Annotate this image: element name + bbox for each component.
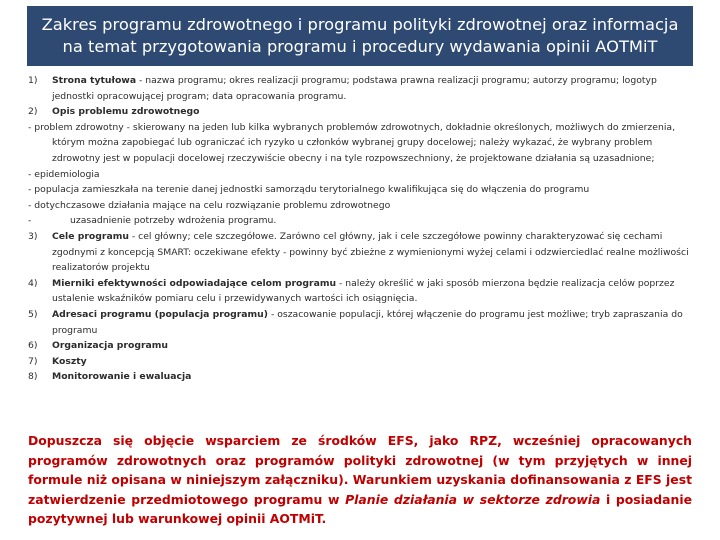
- item-text: problem zdrowotny - skierowany na jeden lub kilka wybranych problemów zdrowotnych, dokładnie określonych, możliwych do zmierzenia, którym można zapobiegać lub ograniczać ich ryzyko u członków wybranej grupy docelowej; należy wykazać, że wybrany problem zdrowotny jest w populacji docelowej rzeczywiście obecny i na tyle rozpowszechniony, że projektowane działania są uzasadnione;: [34, 121, 676, 164]
- list-item: 5) Adresaci programu (populacja programu) - oszacowanie populacji, której włączenie do programu jest możliwe; tryb zapraszania do programu: [28, 308, 683, 336]
- list-item: 7) Koszty: [28, 355, 87, 367]
- item-text: populacja zamieszkała na terenie danej jednostki samorządu terytorialnego kwalifikująca się do włączenia do programu: [34, 184, 590, 196]
- item-heading: Strona tytułowa: [52, 75, 137, 86]
- plan-name: Planie działania w sektorze zdrowia: [345, 491, 601, 507]
- item-heading: Mierniki efektywności odpowiadające celom programu: [52, 277, 337, 289]
- item-heading: Monitorowanie i ewaluacja: [52, 371, 192, 383]
- item-text: dotychczasowe działania mające na celu rozwiązanie problemu zdrowotnego: [34, 199, 391, 211]
- item-text: - oszacowanie populacji, której włączenie do programu jest możliwe; tryb zapraszania do programu: [52, 308, 683, 336]
- scope-list: [28, 73, 694, 385]
- list-item: 4) Mierniki efektywności odpowiadające celom programu - należy określić w jaki sposób mierzona będzie realizacja celów poprzez ustalenie wskaźników pomiaru celu i przewidywanych wartości ich osiągnięcia.: [28, 277, 675, 305]
- list-item: 8) Monitorowanie i ewaluacja: [28, 371, 192, 383]
- item-heading: Opis problemu zdrowotnego: [52, 106, 200, 118]
- list-item: 1) Strona tytułowa - nazwa programu; okres realizacji programu; podstawa prawna realizacji programu; autorzy programu; logotyp jednostki opracowującej program; data opracowania programu.: [28, 75, 657, 102]
- item-text: - cel główny; cele szczegółowe. Zarówno cel główny, jak i cele szczegółowe powinny charakteryzować się cechami zgodnymi z koncepcją SMART: oczekiwane efekty - powinny być zbieżne z wymienionymi wyżej celami i odzwierciedlać realne możliwości realizatorów projektu: [52, 230, 689, 274]
- item-heading: Organizacja programu: [52, 340, 168, 352]
- list-item: 6) Organizacja programu: [28, 340, 168, 352]
- list-item: - problem zdrowotny - skierowany na jeden lub kilka wybranych problemów zdrowotnych, dokładnie określonych, możliwych do zmierzenia, którym można zapobiegać lub ograniczać ich ryzyko u członków wybranej grupy docelowej; należy wykazać, że wybrany problem zdrowotny jest w populacji docelowej rzeczywiście obecny i na tyle rozpowszechniony, że projektowane działania są uzasadnione;: [28, 121, 676, 164]
- item-heading: Koszty: [52, 355, 87, 367]
- title-line-1: Zakres programu zdrowotnego i programu polityki zdrowotnej oraz informacja: [41, 15, 679, 34]
- item-text: - nazwa programu; okres realizacji programu; podstawa prawna realizacji programu; autorzy programu; logotyp jednostki opracowującej program; data opracowania programu.: [52, 75, 657, 102]
- title-line-2: na temat przygotowania programu i procedury wydawania opinii AOTMiT: [62, 37, 658, 56]
- item-heading: Cele programu: [52, 230, 129, 242]
- item-text: - należy określić w jaki sposób mierzona będzie realizacja celów poprzez ustalenie wskaźników pomiaru celu i przewidywanych wartości ich osiągnięcia.: [52, 277, 675, 305]
- list-item: 2) Opis problemu zdrowotnego: [28, 106, 200, 118]
- list-item: - epidemiologia: [28, 168, 100, 180]
- list-item: - uzasadnienie potrzeby wdrożenia programu.: [28, 215, 277, 227]
- list-item: - dotychczasowe działania mające na celu rozwiązanie problemu zdrowotnego: [28, 199, 391, 211]
- item-text: uzasadnienie potrzeby wdrożenia programu.: [70, 215, 277, 227]
- item-text: epidemiologia: [34, 168, 100, 180]
- efs-funding-note: Dopuszcza się objęcie wsparciem ze środków EFS, jako RPZ, wcześniej opracowanych programów zdrowotnych oraz programów polityki zdrowotnej (w tym przyjętych w innej formule niż opisana w niniejszym załączniku). Warunkiem uzyskania dofinansowania z EFS jest zatwierdzenie przedmiotowego programu w Planie działania w sektorze zdrowia i posiadanie pozytywnej lub warunkowej opinii AOTMiT.: [28, 433, 692, 526]
- list-item: - populacja zamieszkała na terenie danej jednostki samorządu terytorialnego kwalifikująca się do włączenia do programu: [28, 184, 590, 196]
- item-heading: Adresaci programu (populacja programu): [52, 308, 268, 320]
- slide-title-bar: [27, 6, 693, 66]
- list-item: 3) Cele programu - cel główny; cele szczegółowe. Zarówno cel główny, jak i cele szczegółowe powinny charakteryzować się cechami zgodnymi z koncepcją SMART: oczekiwane efekty - powinny być zbieżne z wymienionymi wyżej celami i odzwierciedlać realne możliwości realizatorów projektu: [28, 230, 689, 274]
